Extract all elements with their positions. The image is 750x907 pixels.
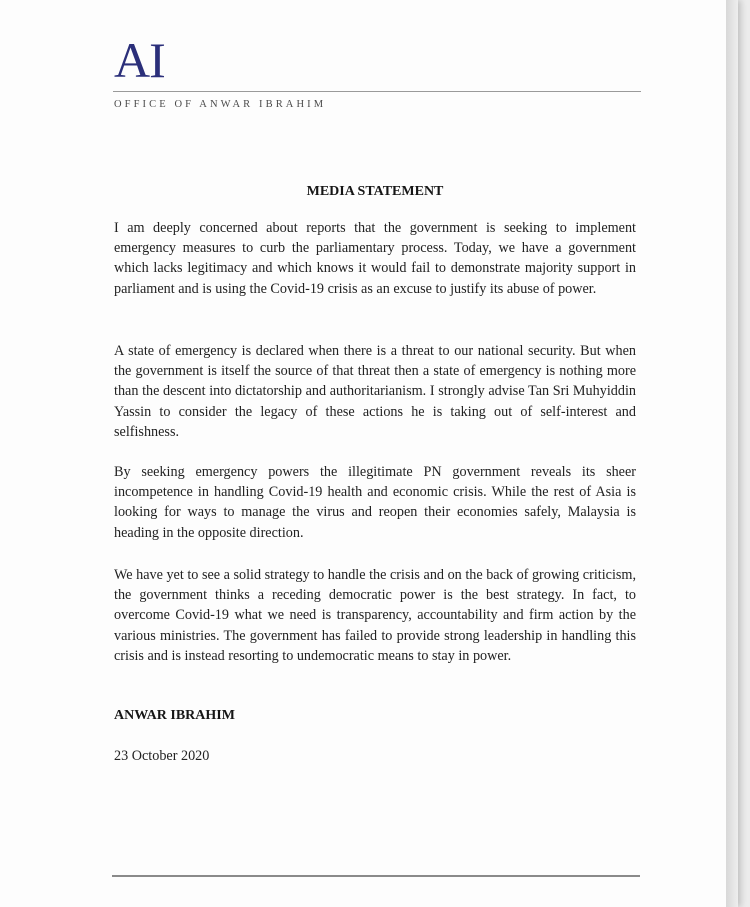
paragraph-3: By seeking emergency powers the illegitimate PN government reveals its sheer incompetence in handling Covid-19 health and economic crisis. While the rest of Asia is looking for ways to manage the virus and reopen their economies safely, Malaysia is heading in the opposite direction. (114, 464, 636, 541)
paragraph-4: We have yet to see a solid strategy to handle the crisis and on the back of growing criticism, the government thinks a receding democratic power is the best strategy. In fact, to overcome Covid-19 what we need is transparency, accountability and firm action by the various ministries. The government has failed to provide strong leadership in handling this crisis and is instead resorting to undemocratic means to stay in power. (114, 567, 636, 664)
office-name: OFFICE OF ANWAR IBRAHIM (114, 99, 327, 110)
statement-heading: MEDIA STATEMENT (306, 184, 444, 199)
signature-name: ANWAR IBRAHIM (114, 708, 235, 723)
header-divider (113, 91, 641, 92)
footer-divider (112, 875, 640, 877)
ai-logo: AI (114, 32, 165, 88)
page-edge-shadow (726, 0, 738, 907)
paragraph-1: I am deeply concerned about reports that the government is seeking to implement emergency measures to curb the parliamentary process. Today, we have a government which lacks legitimacy and which knows it would fail to demonstrate majority support in parliament and is using the Covid-19 crisis as an excuse to justify its abuse of power. (114, 220, 636, 297)
paragraph-2: A state of emergency is declared when there is a threat to our national security. But when the government is itself the source of that threat then a state of emergency is nothing more than the descent into dictatorship and authoritarianism. I strongly advise Tan Sri Muhyiddin Yassin to consider the legacy of these actions he is taking out of self-interest and selfishness. (114, 343, 636, 440)
statement-date: 23 October 2020 (114, 748, 210, 764)
